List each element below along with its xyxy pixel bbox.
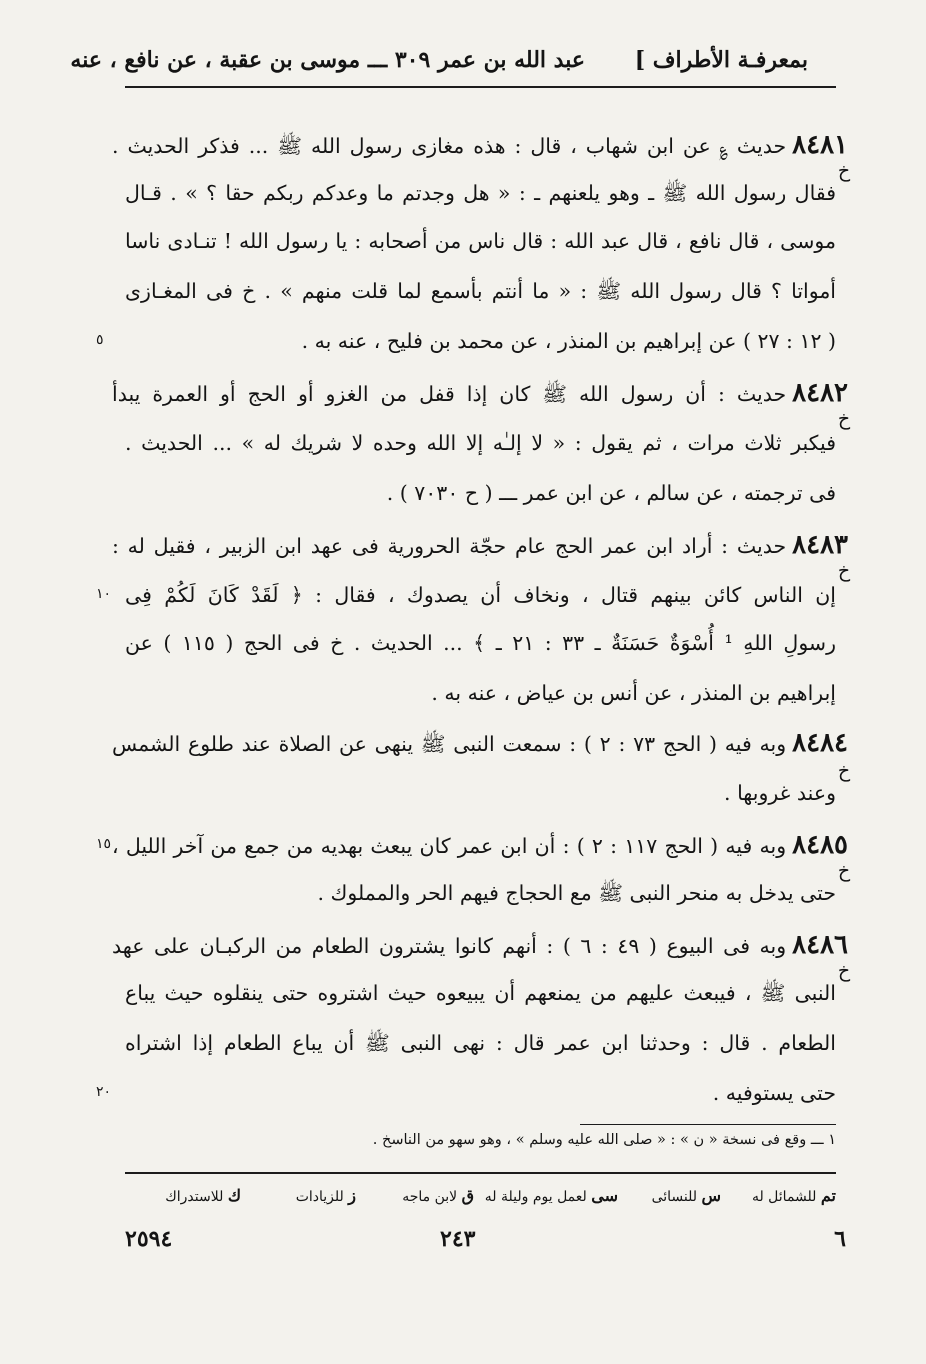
abbr-ziyadat: ز للزيادات <box>295 1186 356 1205</box>
footnote: ١ ـــ وقع فى نسخة « ن » : « صلى الله عليه وسلم » ، وهو سهو من الناسخ . <box>372 1132 836 1148</box>
entry-marker: خ <box>837 860 851 882</box>
entry-8483-line-2: إن الناس كائن بينهم قتال ، ونخاف أن يصدوك ، فقال : ﴿ لَقَدْ كَانَ لَكُمْ فِى <box>125 583 836 607</box>
abbr-shamail: تم للشمائل له <box>751 1186 836 1205</box>
entry-8484-line-1: ٨٤٨٤وبه فيه ( الحج ٧٣ : ٢ ) : سمعت النبى ﷺ ينهى عن الصلاة عند طلوع الشمس <box>112 728 848 758</box>
entry-number: ٨٤٨١ <box>792 130 848 160</box>
entry-8484-line-2: وعند غروبها . <box>724 781 836 805</box>
entry-8485-line-1: ٨٤٨٥وبه فيه ( الحج ١١٧ : ٢ ) : أن ابن عمر كان يبعث بهديه من جمع من آخر الليل ، <box>112 830 848 860</box>
entry-8483-line-1: ٨٤٨٣حديث : أراد ابن عمر الحج عام حجّة الحرورية فى عهد ابن الزبير ، فقيل له : <box>112 530 848 560</box>
entry-marker: خ <box>837 160 851 182</box>
line-number-20: ٢٠ <box>96 1084 112 1100</box>
abbr-istidrak: ك للاستدراك <box>165 1186 241 1205</box>
footnote-rule <box>580 1124 836 1125</box>
entry-8482-line-3: فى ترجمته ، عن سالم ، عن ابن عمر ـــ ( ح ٧٠٣٠ ) . <box>386 481 836 505</box>
abbr-amal-yawm: سى لعمل يوم وليلة له <box>484 1186 618 1205</box>
abbr-nasai: س للنسائى <box>651 1186 721 1205</box>
entry-marker: خ <box>837 760 851 782</box>
entry-8482-line-1: ٨٤٨٢حديث : أن رسول الله ﷺ كان إذا قفل من الغزو أو الحج أو العمرة يبدأ <box>112 378 848 408</box>
footer-volume-number: ٦ <box>834 1226 846 1252</box>
entry-number: ٨٤٨٥ <box>792 830 848 860</box>
entry-8483-line-4: إبراهيم بن المنذر ، عن أنس بن عياض ، عنه به . <box>431 681 836 705</box>
entry-8485-line-2: حتى يدخل به منحر النبى ﷺ مع الحجاج فيهم الحر والمملوك . <box>317 881 836 905</box>
entry-8481-line-1: ٨٤٨١حديث ؏ عن ابن شهاب ، قال : هذه مغازى رسول الله ﷺ ... فذكر الحديث . <box>112 130 848 160</box>
entry-8486-line-2: النبى ﷺ ، فيبعث عليهم من يمنعهم أن يبيعوه حيث اشتروه حتى ينقلوه حيث يباع <box>125 981 836 1005</box>
entry-marker: خ <box>837 960 851 982</box>
legend-rule <box>125 1172 836 1174</box>
entry-8486-line-4: حتى يستوفيه . <box>712 1081 836 1105</box>
entry-number: ٨٤٨٣ <box>792 530 848 560</box>
line-number-10: ١٠ <box>96 586 112 602</box>
entry-8482-line-2: فيكبر ثلاث مرات ، ثم يقول : « لا إلـٰه إلا الله وحده لا شريك له » ... الحديث . <box>125 431 836 455</box>
entry-8481-line-4: أمواتا ؟ قال رسول الله ﷺ : « ما أنتم بأسمع لما قلت منهم » . خ فى المغـازى <box>125 279 836 303</box>
footer-running-number: ٢٥٩٤ <box>125 1226 173 1252</box>
line-number-15: ١٥ <box>96 836 112 852</box>
entry-8483-line-3: رسولِ اللهِ ¹ أُسْوَةٌ حَسَنَةٌ ـ ٣٣ : ٢١ ـ ﴾ ... الحديث . خ فى الحج ( ١١٥ ) عن <box>125 631 836 655</box>
entry-number: ٨٤٨٢ <box>792 378 848 408</box>
entry-number: ٨٤٨٤ <box>792 728 848 758</box>
line-number-5: ٥ <box>96 332 104 348</box>
entry-8486-line-3: الطعام . قال : وحدثنا ابن عمر قال : نهى النبى ﷺ أن يباع الطعام إذا اشتراه <box>125 1031 836 1055</box>
entry-8481-line-2: فقال رسول الله ﷺ ـ وهو يلعنهم ـ : « هل وجدتم ما وعدكم ربكم حقا ؟ » . قـال <box>125 181 836 205</box>
entry-marker: خ <box>837 560 851 582</box>
footer-page-number: ٢٤٣ <box>440 1226 476 1252</box>
entry-8481-line-3: موسى ، قال نافع ، قال عبد الله : قال ناس من أصحابه : يا رسول الله ! تنـادى ناسا <box>125 229 836 253</box>
entry-marker: خ <box>837 408 851 430</box>
header-section-title: عبد الله بن عمر ٣٠٩ ـــ موسى بن عقبة ، عن نافع ، عنه <box>70 47 585 73</box>
entry-number: ٨٤٨٦ <box>792 930 848 960</box>
header-book-title: بمعرفـة الأطراف ] <box>634 47 808 73</box>
entry-8486-line-1: ٨٤٨٦وبه فى البيوع ( ٤٩ : ٦ ) : أنهم كانوا يشترون الطعام من الركبـان على عهد <box>112 930 848 960</box>
entry-8481-line-5: ( ١٢ : ٢٧ ) عن إبراهيم بن المنذر ، عن محمد بن فليح ، عنه به . <box>301 329 836 353</box>
header-rule <box>125 86 836 88</box>
abbr-ibn-majah: ق لابن ماجه <box>402 1186 474 1205</box>
